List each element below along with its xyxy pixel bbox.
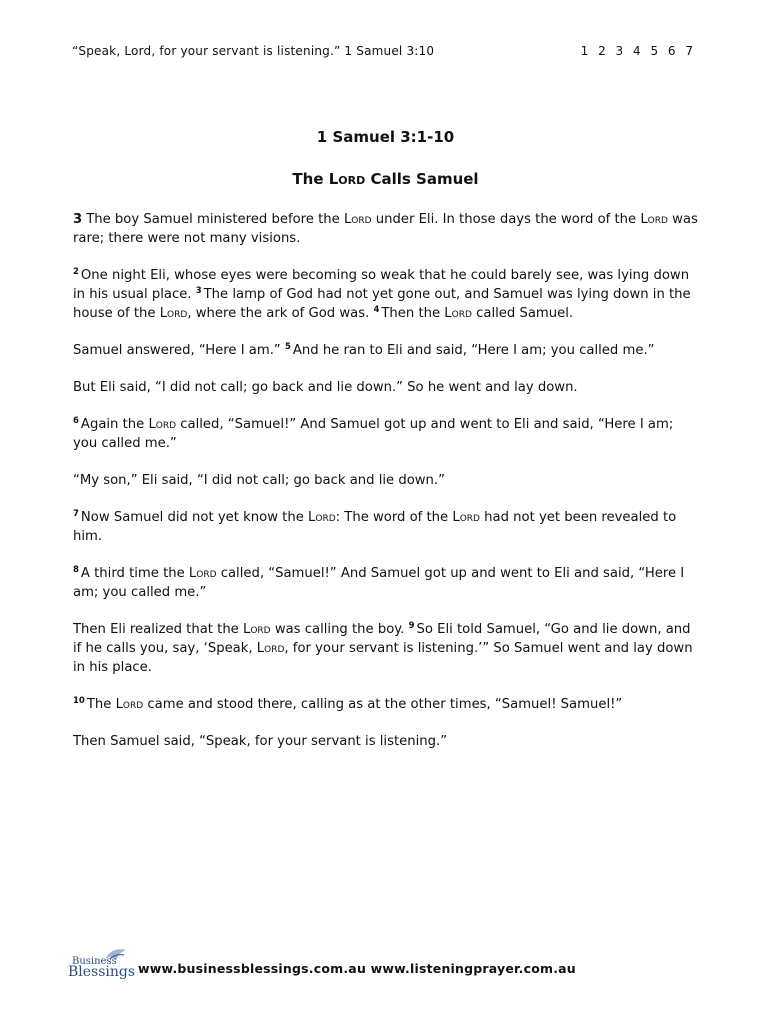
- paragraph: [73, 210, 698, 248]
- paragraph: [73, 471, 698, 490]
- verse-text: , where the ark of God was.: [187, 306, 374, 321]
- verse-number: 4: [373, 305, 380, 315]
- verse-number: 7: [73, 509, 79, 519]
- verse-text: But Eli said, “I did not call; go back and lie down.” So he went and lay down.: [73, 380, 578, 395]
- verse-text: had not yet been revealed to him.: [73, 510, 677, 544]
- lord-text: Lord: [256, 641, 285, 656]
- subtitle-text: The: [292, 170, 329, 188]
- verse-text: One night Eli, whose eyes were becoming so weak that he could barely see, was lying down in his usual place.: [73, 268, 690, 302]
- paragraph: [73, 341, 698, 360]
- paragraph: [73, 732, 698, 751]
- lord-text: Lord: [159, 306, 188, 321]
- verse-number: 8: [73, 565, 79, 575]
- subtitle-text-end: Calls Samuel: [365, 170, 479, 188]
- verse-text: called, “Samuel!” And Samuel got up and went to Eli and said, “Here I am; you called me.”: [73, 417, 674, 451]
- paragraph: [73, 620, 698, 677]
- lord-text: Lord: [343, 212, 372, 227]
- footer-urls[interactable]: www.businessblessings.com.au www.listeningprayer.com.au: [138, 961, 576, 976]
- verse-text: , for your servant is listening.’” So Samuel went and lay down in his place.: [73, 641, 693, 675]
- passage-subtitle: [73, 170, 698, 188]
- verse-text: called Samuel.: [471, 306, 574, 321]
- logo-line-1: Business: [72, 956, 117, 967]
- paragraph: [73, 695, 698, 714]
- verse-text: So Eli told Samuel, “Go and lie down, and if he calls you, say, ‘Speak,: [73, 622, 691, 656]
- lord-text: Lord: [444, 306, 472, 321]
- lord-text: Lord: [308, 510, 336, 525]
- passage-title: 1 Samuel 3:1-10: [316, 128, 455, 146]
- lord-text: Lord: [148, 417, 177, 432]
- verse-number: 6: [73, 416, 79, 426]
- verse-number: 3: [195, 286, 202, 296]
- paragraph: [73, 266, 698, 323]
- lord-text: Lord: [452, 510, 480, 525]
- verse-text: under Eli. In those days the word of the: [371, 212, 641, 227]
- verse-number: 9: [408, 621, 415, 631]
- lord-text: Lord: [640, 212, 668, 227]
- document-body: [73, 128, 698, 769]
- paragraph: [73, 378, 698, 397]
- verse-text: The boy Samuel ministered before the: [86, 212, 344, 227]
- lord-text: Lord: [243, 622, 271, 637]
- verse-text: The: [86, 697, 116, 712]
- verse-text: A third time the: [80, 566, 189, 581]
- verse-text: Samuel answered, “Here I am.”: [73, 343, 285, 358]
- verse-number: 2: [73, 267, 79, 277]
- lord-text: Lord: [188, 566, 217, 581]
- verse-text: Then the: [381, 306, 445, 321]
- verse-text: Again the: [80, 417, 149, 432]
- paragraph: [73, 564, 698, 602]
- verse-text: The lamp of God had not yet gone out, and Samuel was lying down in the house of the: [73, 287, 691, 321]
- verse-text: Now Samuel did not yet know the: [80, 510, 309, 525]
- page-footer: [68, 946, 576, 980]
- header-page-numbers: 1 2 3 4 5 6 7: [580, 44, 696, 58]
- verse-number: 5: [284, 342, 291, 352]
- verse-text: came and stood there, calling as at the other times, “Samuel! Samuel!”: [143, 697, 623, 712]
- verse-text: was calling the boy.: [270, 622, 409, 637]
- logo-line-2: Blessings: [68, 964, 136, 980]
- subtitle-lord: Lord: [328, 170, 366, 188]
- paragraph: [73, 415, 698, 453]
- verse-text: And he ran to Eli and said, “Here I am; you called me.”: [292, 343, 655, 358]
- paragraph: [73, 508, 698, 546]
- verse-text: : The word of the: [335, 510, 453, 525]
- page-header: [72, 44, 696, 58]
- business-blessings-logo: [68, 946, 136, 980]
- header-quote: “Speak, Lord, for your servant is listening.” 1 Samuel 3:10: [72, 44, 435, 58]
- verse-text: called, “Samuel!” And Samuel got up and went to Eli and said, “Here I am; you called me.”: [73, 566, 685, 600]
- verse-text: Then Eli realized that the: [73, 622, 243, 637]
- verse-number: 3: [73, 212, 83, 227]
- verse-text: was rare; there were not many visions.: [73, 212, 698, 246]
- verse-text: “My son,” Eli said, “I did not call; go back and lie down.”: [73, 473, 445, 488]
- verse-text: Then Samuel said, “Speak, for your servant is listening.”: [73, 734, 448, 749]
- lord-text: Lord: [115, 697, 144, 712]
- verse-number: 10: [73, 696, 85, 706]
